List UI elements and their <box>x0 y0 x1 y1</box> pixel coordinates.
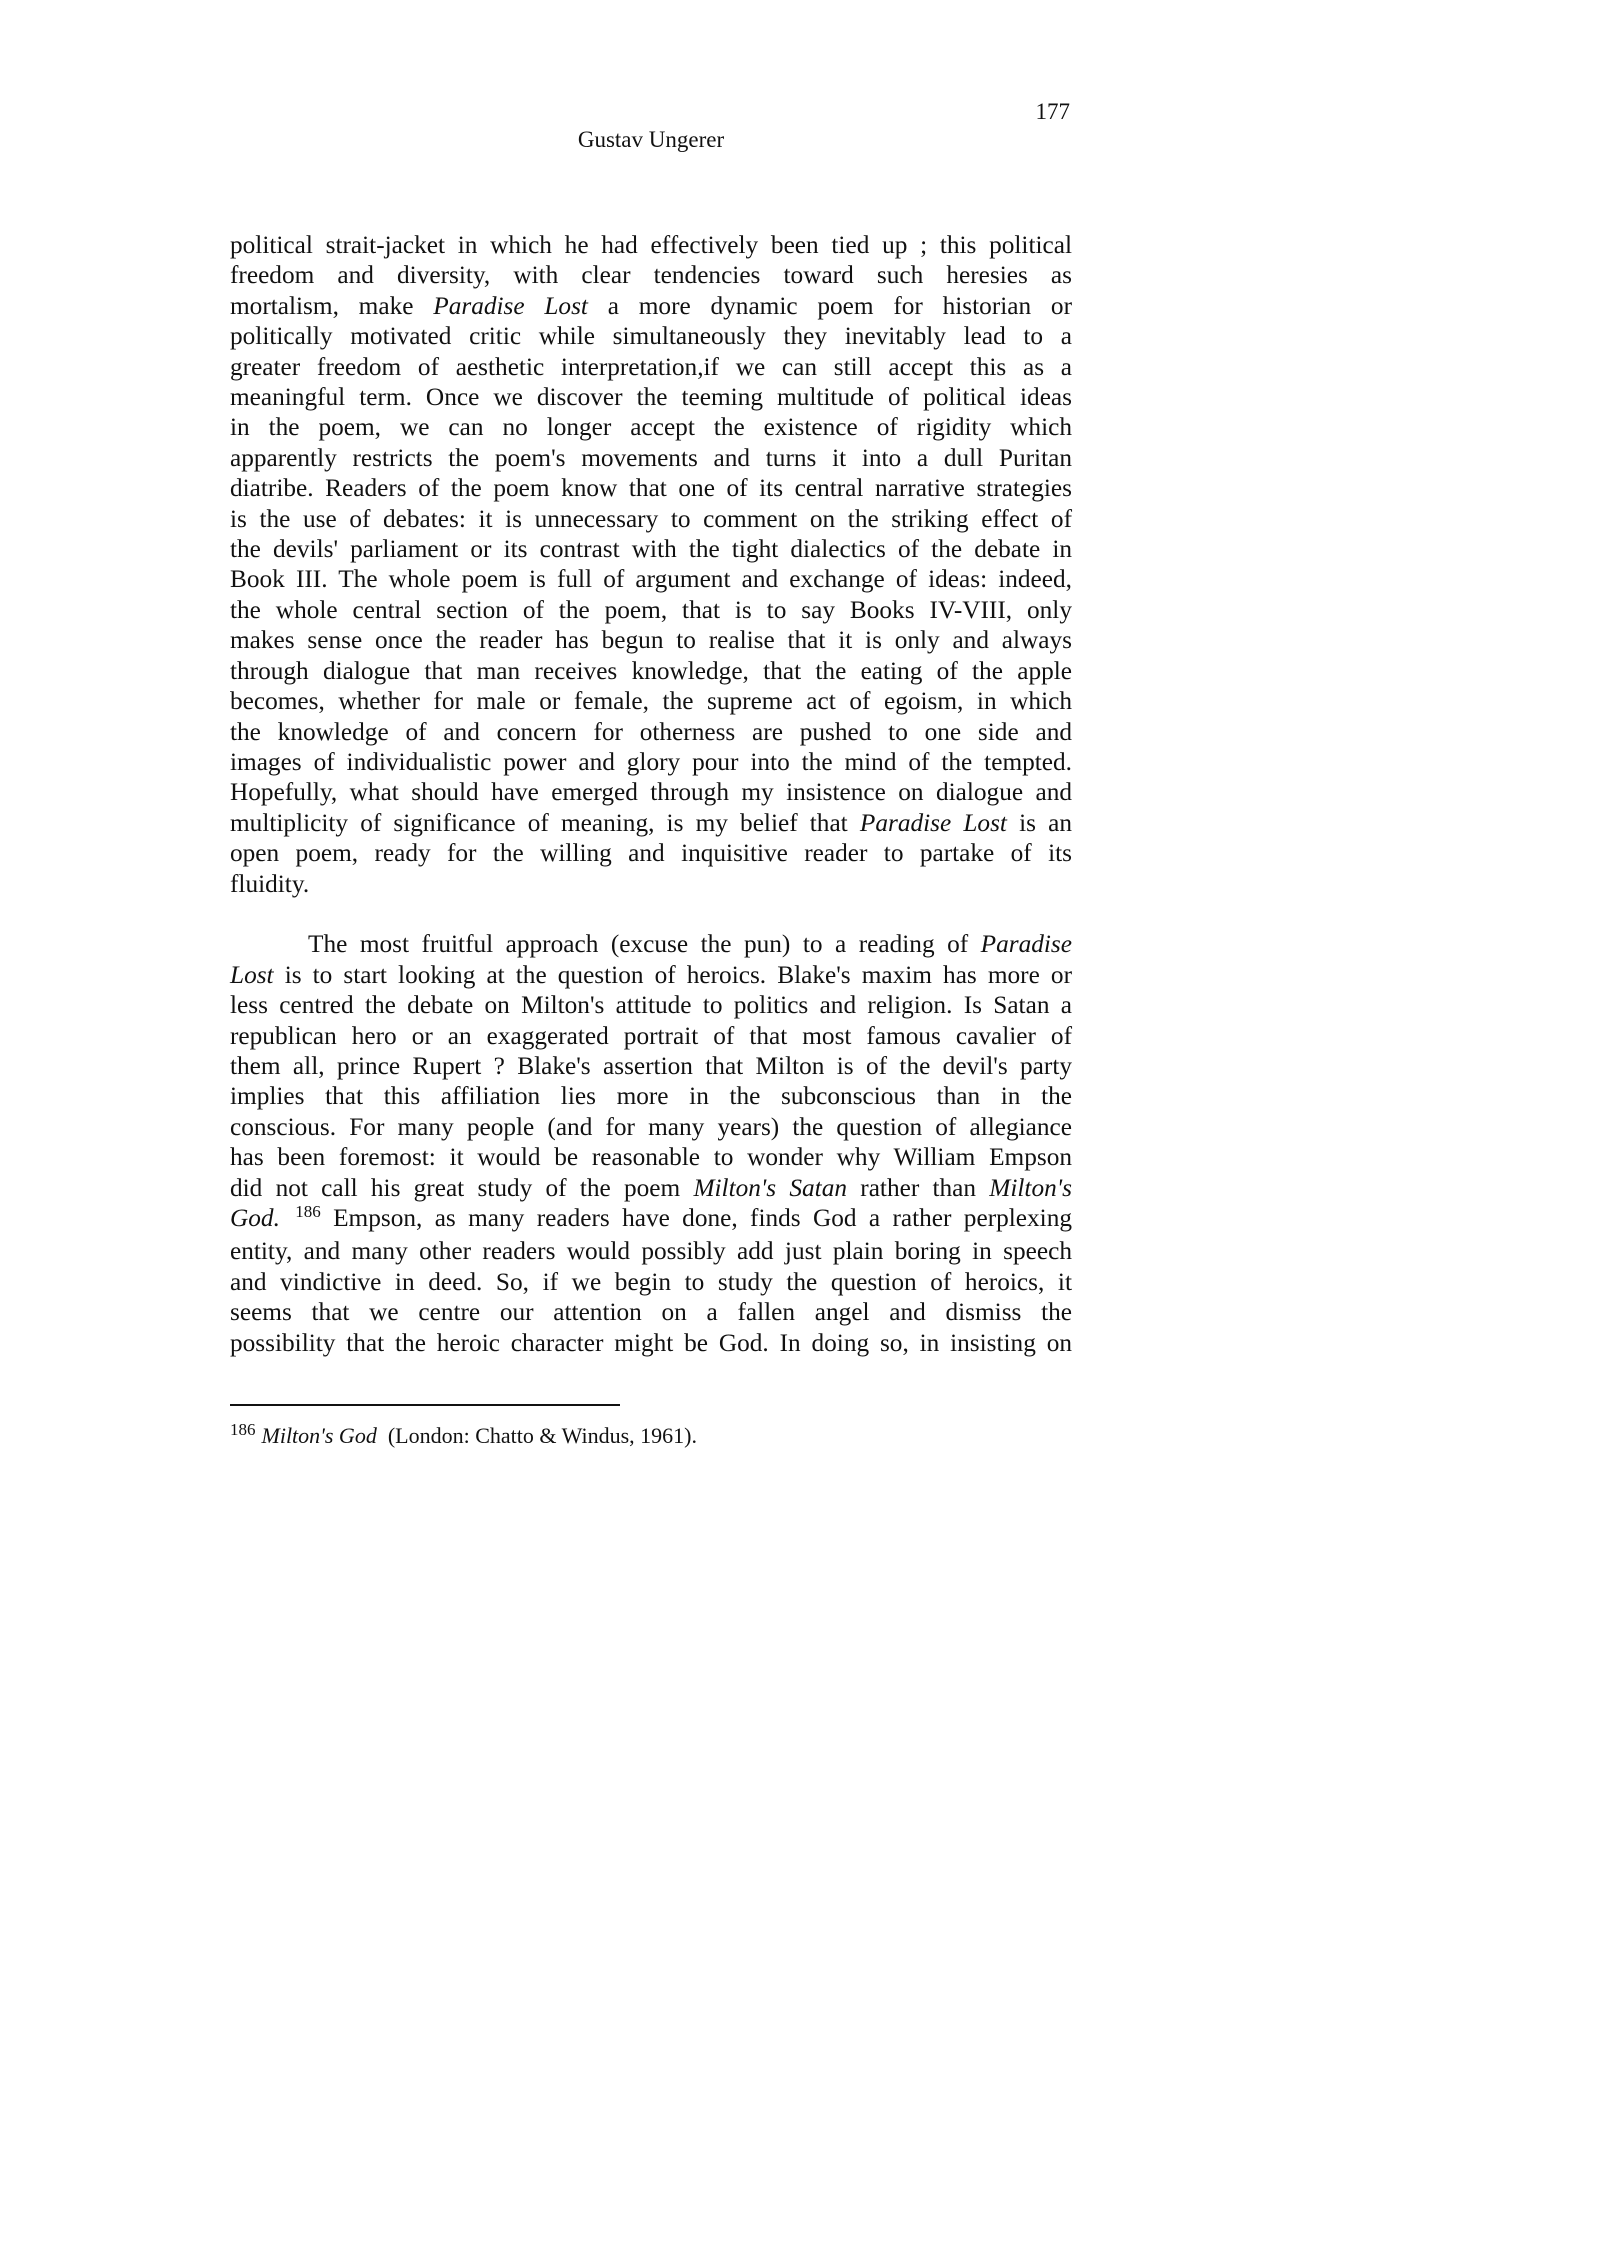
text-line: open poem, ready for the willing and inquisitive reader to partake of its <box>230 839 1072 868</box>
footnote-title: Milton's God <box>261 1423 377 1448</box>
text-line: implies that this affiliation lies more in the subconscious than in the <box>230 1082 1072 1111</box>
book-title: God. <box>230 1203 280 1232</box>
text-line: greater freedom of aesthetic interpretation,if we can still accept this as a <box>230 352 1072 381</box>
text-line: images of individualistic power and glory pour into the mind of the tempted. <box>230 747 1072 776</box>
text-line: The most fruitful approach (excuse the pun) to a reading of Paradise <box>308 930 1072 959</box>
book-title: Paradise Lost <box>433 291 588 320</box>
text-line: becomes, whether for male or female, the supreme act of egoism, in which <box>230 687 1072 716</box>
text-line: Book III. The whole poem is full of argument and exchange of ideas: indeed, <box>230 565 1072 594</box>
book-title: Paradise <box>980 930 1072 959</box>
text-line: the whole central section of the poem, that is to say Books IV-VIII, only <box>230 595 1072 624</box>
text-line: republican hero or an exaggerated portrait of that most famous cavalier of <box>230 1021 1072 1050</box>
footnote-reference[interactable]: 186 <box>295 1201 321 1221</box>
body-text <box>230 230 1072 1358</box>
text-line: in the poem, we can no longer accept the existence of rigidity which <box>230 413 1072 442</box>
text-line: mortalism, make Paradise Lost a more dynamic poem for historian or <box>230 291 1073 320</box>
book-title: Milton's Satan <box>693 1173 848 1202</box>
text-line: is the use of debates: it is unnecessary to comment on the striking effect of <box>230 504 1072 533</box>
text-line: and vindictive in deed. So, if we begin to study the question of heroics, it <box>230 1267 1072 1296</box>
text-line: freedom and diversity, with clear tendencies toward such heresies as <box>230 261 1072 290</box>
text-line: them all, prince Rupert ? Blake's assertion that Milton is of the devil's party <box>230 1051 1072 1080</box>
text-line: makes sense once the reader has begun to realise that it is only and always <box>230 626 1072 655</box>
text-line: Hopefully, what should have emerged through my insistence on dialogue and <box>230 778 1072 807</box>
book-title: Milton's <box>989 1173 1073 1202</box>
running-head: Gustav Ungerer <box>577 127 725 152</box>
text-line: diatribe. Readers of the poem know that one of its central narrative strategies <box>230 474 1072 503</box>
text-line: did not call his great study of the poem Milton's Satan rather than Milton's <box>230 1173 1073 1202</box>
footnote-text: (London: Chatto & Windus, 1961). <box>387 1423 697 1448</box>
footnote <box>230 1422 1072 1452</box>
text-line: multiplicity of significance of meaning, is my belief that Paradise Lost is an <box>230 808 1073 837</box>
text-line: possibility that the heroic character might be God. In doing so, in insisting on <box>230 1328 1072 1357</box>
book-title: Paradise Lost <box>859 808 1007 837</box>
footnote-number: 186 <box>230 1420 256 1439</box>
text-line: politically motivated critic while simultaneously they inevitably lead to a <box>230 322 1072 351</box>
text-line: the devils' parliament or its contrast with the tight dialectics of the debate in <box>230 535 1072 564</box>
text-line: seems that we centre our attention on a fallen angel and dismiss the <box>230 1298 1072 1327</box>
text-line: meaningful term. Once we discover the teeming multitude of political ideas <box>230 383 1072 412</box>
text-line: through dialogue that man receives knowledge, that the eating of the apple <box>230 656 1072 685</box>
footnote-rule <box>230 1404 620 1406</box>
text-line: apparently restricts the poem's movements and turns it into a dull Puritan <box>230 443 1072 472</box>
page-number: 177 <box>1035 99 1070 124</box>
text-line: entity, and many other readers would possibly add just plain boring in speech <box>230 1237 1072 1266</box>
text-line: God. $^{186}$ Empson, as many readers have done, finds God a rather perplexing <box>230 1201 1072 1232</box>
text-line: has been foremost: it would be reasonable to wonder why William Empson <box>230 1143 1072 1172</box>
text-line: political strait-jacket in which he had effectively been tied up ; this political <box>230 231 1072 259</box>
text-line: fluidity. <box>230 869 310 898</box>
text-line: conscious. For many people (and for many years) the question of allegiance <box>230 1112 1072 1141</box>
text-line: the knowledge of and concern for otherness are pushed to one side and <box>230 717 1072 746</box>
paragraph-gap <box>230 899 1072 929</box>
book-title: Lost <box>230 960 274 989</box>
text-line: less centred the debate on Milton's attitude to politics and religion. Is Satan a <box>230 991 1072 1020</box>
text-line: Lost is to start looking at the question of heroics. Blake's maxim has more or <box>230 960 1072 989</box>
